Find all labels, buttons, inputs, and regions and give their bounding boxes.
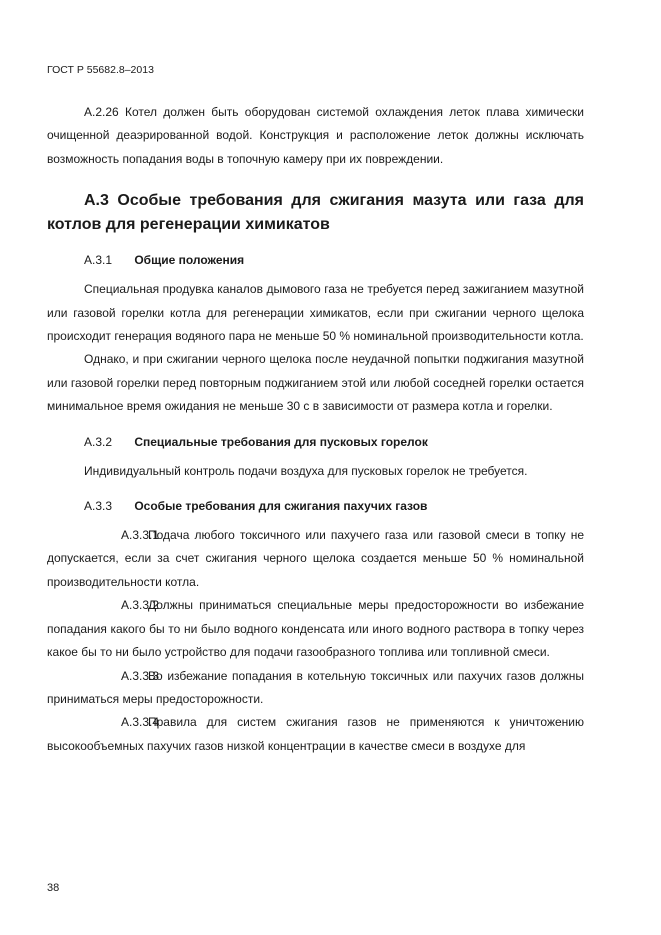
clause-a3331 <box>47 524 584 594</box>
paragraph-a226: А.2.26 Котел должен быть оборудован системой охлаждения леток плава химически очищенной деаэрированной водой. Конструкция и расположение леток должны исключать возможность попадания воды в топочную камеру при их повреждении. <box>47 105 584 166</box>
subsection-number: А.3.1 <box>84 253 113 268</box>
subsection-title: Специальные требования для пусковых горелок <box>134 434 428 449</box>
subsection-number: А.3.3 <box>84 499 113 514</box>
clause-number: А.3.3.2 <box>121 598 160 613</box>
subsection-number: А.3.2 <box>84 434 113 449</box>
clause-text: Подача любого токсичного или пахучего газа или газовой смеси в топку не допускается, если за счет сжигания черного щелока создается меньше 50 % номинальной производительности котла. <box>47 528 584 589</box>
page-number: 38 <box>47 882 60 894</box>
subsection-heading-a33 <box>47 495 584 518</box>
clause-a3333 <box>47 665 584 712</box>
page-content <box>47 101 584 758</box>
subsection-heading-a32 <box>47 431 584 454</box>
clause-number: А.3.3.1 <box>121 528 160 543</box>
clause-text: Должны приниматься специальные меры предосторожности во избежание попадания какого бы то ни было водного конденсата или иного водного раствора в топку через какое бы то ни было устройство для подачи газообразного топлива или топливной смеси. <box>47 598 584 660</box>
clause-text: Во избежание попадания в котельную токсичных или пахучих газов должны приниматься меры предосторожности. <box>47 668 584 706</box>
clause-text: Правила для систем сжигания газов не применяются к уничтожению высокообъемных пахучих газов низкой концентрации в качестве смеси в воздухе для <box>47 715 584 753</box>
clause-number: А.3.3.4 <box>121 715 160 730</box>
paragraph-a32-1: Индивидуальный контроль подачи воздуха для пусковых горелок не требуется. <box>84 463 528 478</box>
section-heading-a3: А.3 Особые требования для сжигания мазута или газа для котлов для регенерации химикатов <box>47 192 584 234</box>
clause-a3332 <box>47 594 584 664</box>
clause-a3334 <box>47 711 584 758</box>
subsection-heading-a31 <box>47 249 584 272</box>
paragraph-a31-1: Специальная продувка каналов дымового газа не требуется перед зажиганием мазутной или газовой горелки котла для регенерации химикатов, если при сжигании черного щелока происходит генерация водяного пара не меньше 50 % номинальной производительности котла. <box>47 282 584 344</box>
paragraph-a31-2: Однако, и при сжигании черного щелока после неудачной попытки поджигания мазутной или газовой горелки перед повторным поджиганием этой или любой соседней горелки остается минимальное время ожидания не меньше 30 с в зависимости от размера котла и горелки. <box>47 352 584 414</box>
subsection-title: Общие положения <box>134 253 245 268</box>
subsection-title: Особые требования для сжигания пахучих газов <box>134 499 428 514</box>
clause-number: А.3.3.3 <box>121 668 160 683</box>
running-header: ГОСТ Р 55682.8–2013 <box>47 64 154 76</box>
